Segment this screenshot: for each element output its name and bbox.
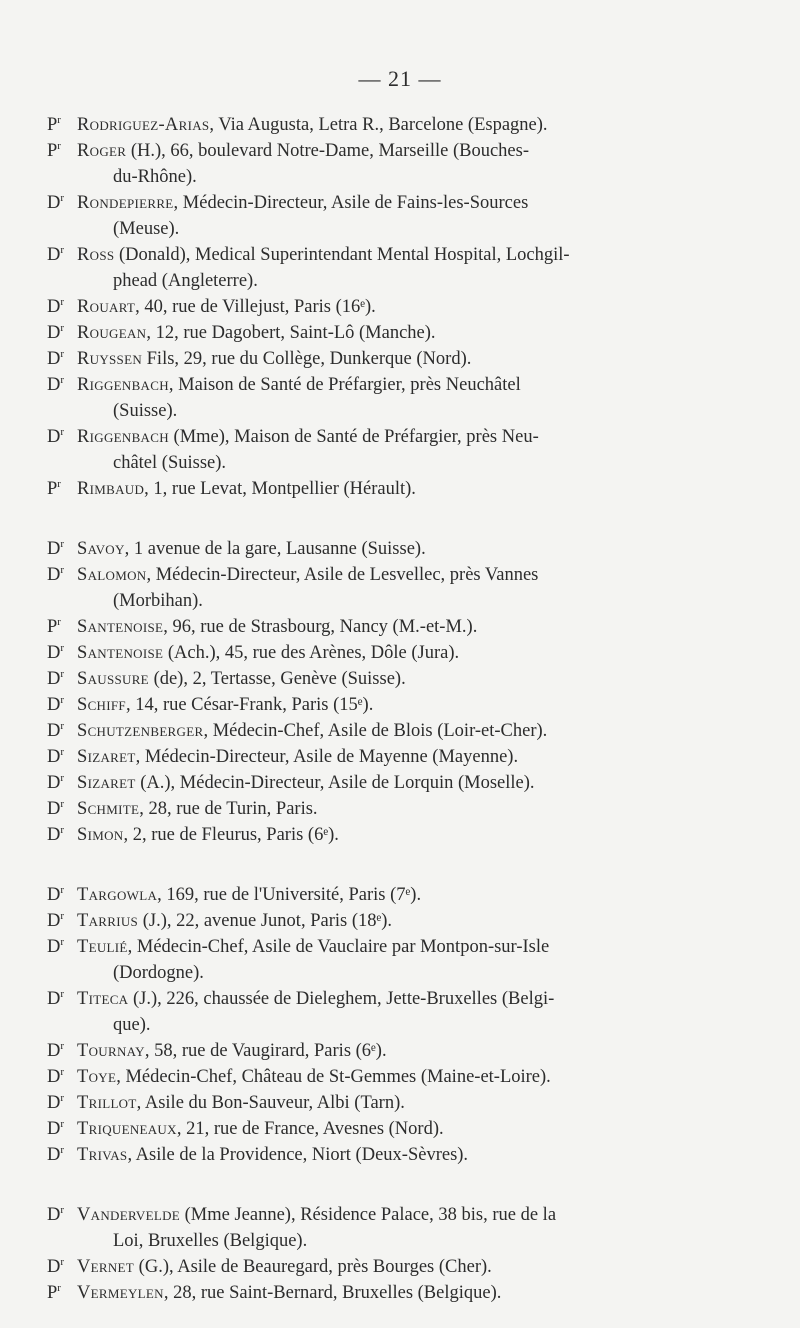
entry-group bbox=[0, 112, 800, 502]
list-item bbox=[47, 424, 683, 476]
list-item bbox=[47, 796, 683, 822]
member-address: (de), 2, Tertasse, Genève (Suisse). bbox=[148, 669, 406, 689]
entry-first-line bbox=[77, 882, 683, 908]
entry-first-line bbox=[77, 1038, 683, 1064]
member-address: , Asile de la Providence, Niort (Deux-Sèvres). bbox=[127, 1145, 469, 1165]
title-abbreviation: $D^r$ bbox=[47, 771, 65, 793]
entry-first-line bbox=[77, 346, 683, 372]
list-item bbox=[47, 190, 683, 242]
title-abbreviation: $D^r$ bbox=[47, 935, 65, 957]
member-list bbox=[0, 112, 800, 1306]
member-address: , 58, rue de Vaugirard, Paris (6ᵉ). bbox=[144, 1041, 387, 1061]
member-address: (Donald), Medical Superintendant Mental Hospital, Lochgil- bbox=[114, 245, 570, 265]
title-abbreviation: $D^r$ bbox=[47, 909, 65, 931]
entry-continuation-line: (Dordogne). bbox=[113, 963, 204, 983]
title-abbreviation: $D^r$ bbox=[47, 321, 65, 343]
entry-continuation-line: (Meuse). bbox=[113, 219, 180, 239]
list-item bbox=[47, 908, 683, 934]
entry-first-line bbox=[77, 934, 683, 960]
entry-first-line bbox=[77, 1202, 683, 1228]
entry-first-line bbox=[77, 138, 683, 164]
member-name: Trillot bbox=[77, 1093, 137, 1113]
entry-first-line bbox=[77, 476, 683, 502]
list-item bbox=[47, 562, 683, 614]
list-item bbox=[47, 1254, 683, 1280]
member-address: , Asile du Bon-Sauveur, Albi (Tarn). bbox=[136, 1093, 405, 1113]
member-name: Simon bbox=[77, 825, 124, 845]
member-name: Toye bbox=[77, 1067, 117, 1087]
list-item bbox=[47, 692, 683, 718]
title-abbreviation: $D^r$ bbox=[47, 745, 65, 767]
member-name: Schiff bbox=[77, 695, 126, 715]
entry-first-line bbox=[77, 1090, 683, 1116]
entry-continuation-line: (Morbihan). bbox=[113, 591, 203, 611]
entry-first-line bbox=[77, 424, 683, 450]
member-address: , Médecin-Directeur, Asile de Fains-les-Sources bbox=[173, 193, 529, 213]
entry-first-line bbox=[77, 822, 683, 848]
member-name: Ross bbox=[77, 245, 115, 265]
list-item bbox=[47, 1038, 683, 1064]
list-item bbox=[47, 476, 683, 502]
list-item bbox=[47, 536, 683, 562]
member-name: Triqueneaux bbox=[77, 1119, 177, 1139]
member-name: Rondepierre bbox=[77, 193, 174, 213]
title-abbreviation: $P^r$ bbox=[47, 477, 61, 499]
title-abbreviation: $D^r$ bbox=[47, 641, 65, 663]
list-item bbox=[47, 640, 683, 666]
entry-first-line bbox=[77, 770, 683, 796]
list-item bbox=[47, 614, 683, 640]
list-item bbox=[47, 320, 683, 346]
member-address: , Maison de Santé de Préfargier, près Neuchâtel bbox=[168, 375, 521, 395]
list-item bbox=[47, 934, 683, 986]
title-abbreviation: $D^r$ bbox=[47, 347, 65, 369]
title-abbreviation: $D^r$ bbox=[47, 1255, 65, 1277]
list-item bbox=[47, 770, 683, 796]
member-address: , 28, rue de Turin, Paris. bbox=[139, 799, 318, 819]
page-number: — 21 — bbox=[358, 66, 442, 91]
list-item bbox=[47, 1280, 683, 1306]
member-address: (H.), 66, boulevard Notre-Dame, Marseille (Bouches- bbox=[126, 141, 529, 161]
list-item bbox=[47, 138, 683, 190]
entry-first-line bbox=[77, 692, 683, 718]
list-item bbox=[47, 666, 683, 692]
member-address: , 169, rue de l'Université, Paris (7ᵉ). bbox=[157, 885, 422, 905]
member-address: , Médecin-Chef, Château de St-Gemmes (Maine-et-Loire). bbox=[116, 1067, 551, 1087]
entry-first-line bbox=[77, 1064, 683, 1090]
member-address: , Médecin-Chef, Asile de Blois (Loir-et-Cher). bbox=[203, 721, 548, 741]
entry-first-line bbox=[77, 320, 683, 346]
entry-first-line bbox=[77, 666, 683, 692]
member-address: , 40, rue de Villejust, Paris (16ᵉ). bbox=[135, 297, 376, 317]
title-abbreviation: $D^r$ bbox=[47, 883, 65, 905]
title-abbreviation: $D^r$ bbox=[47, 425, 65, 447]
member-name: Trivas bbox=[77, 1145, 128, 1165]
title-abbreviation: $D^r$ bbox=[47, 823, 65, 845]
member-name: Sizaret bbox=[77, 747, 136, 767]
entry-continuation-line: châtel (Suisse). bbox=[113, 453, 227, 473]
title-abbreviation: $D^r$ bbox=[47, 987, 65, 1009]
entry-first-line bbox=[77, 562, 683, 588]
member-name: Rouart bbox=[77, 297, 136, 317]
member-name: Riggenbach bbox=[77, 427, 169, 447]
list-item bbox=[47, 346, 683, 372]
title-abbreviation: $D^r$ bbox=[47, 1091, 65, 1113]
list-item bbox=[47, 1142, 683, 1168]
member-name: Targowla bbox=[77, 885, 158, 905]
entry-first-line bbox=[77, 1116, 683, 1142]
title-abbreviation: $D^r$ bbox=[47, 243, 65, 265]
title-abbreviation: $D^r$ bbox=[47, 1065, 65, 1087]
entry-first-line bbox=[77, 614, 683, 640]
title-abbreviation: $D^r$ bbox=[47, 667, 65, 689]
entry-first-line bbox=[77, 242, 683, 268]
member-address: (Mme), Maison de Santé de Préfargier, près Neu- bbox=[168, 427, 539, 447]
entry-continuation-line: phead (Angleterre). bbox=[113, 271, 258, 291]
member-name: Titeca bbox=[77, 989, 129, 1009]
member-address: , 12, rue Dagobert, Saint-Lô (Manche). bbox=[146, 323, 436, 343]
entry-first-line bbox=[77, 908, 683, 934]
member-name: Rougean bbox=[77, 323, 147, 343]
title-abbreviation: $P^r$ bbox=[47, 615, 61, 637]
title-abbreviation: $D^r$ bbox=[47, 373, 65, 395]
member-address: (J.), 22, avenue Junot, Paris (18ᵉ). bbox=[138, 911, 393, 931]
member-address: , 21, rue de France, Avesnes (Nord). bbox=[176, 1119, 444, 1139]
list-item bbox=[47, 1090, 683, 1116]
list-item bbox=[47, 1116, 683, 1142]
member-address: (G.), Asile de Beauregard, près Bourges (Cher). bbox=[134, 1257, 492, 1277]
list-item bbox=[47, 112, 683, 138]
entry-first-line bbox=[77, 294, 683, 320]
title-abbreviation: $D^r$ bbox=[47, 1039, 65, 1061]
entry-first-line bbox=[77, 1142, 683, 1168]
title-abbreviation: $D^r$ bbox=[47, 191, 65, 213]
entry-first-line bbox=[77, 1280, 683, 1306]
member-address: , 2, rue de Fleurus, Paris (6ᵉ). bbox=[123, 825, 339, 845]
title-abbreviation: $P^r$ bbox=[47, 1281, 61, 1303]
title-abbreviation: $D^r$ bbox=[47, 563, 65, 585]
entry-first-line bbox=[77, 796, 683, 822]
list-item bbox=[47, 1202, 683, 1254]
list-item bbox=[47, 822, 683, 848]
entry-group bbox=[0, 536, 800, 848]
list-item bbox=[47, 242, 683, 294]
member-name: Tarrius bbox=[77, 911, 139, 931]
list-item bbox=[47, 986, 683, 1038]
entry-continuation-line: du-Rhône). bbox=[113, 167, 197, 187]
member-name: Roger bbox=[77, 141, 127, 161]
list-item bbox=[47, 1064, 683, 1090]
member-name: Vermeylen bbox=[77, 1283, 164, 1303]
title-abbreviation: $D^r$ bbox=[47, 537, 65, 559]
member-name: Ruyssen bbox=[77, 349, 143, 369]
title-abbreviation: $D^r$ bbox=[47, 797, 65, 819]
member-address: (J.), 226, chaussée de Dieleghem, Jette-Bruxelles (Belgi- bbox=[128, 989, 555, 1009]
entry-first-line bbox=[77, 190, 683, 216]
member-name: Santenoise bbox=[77, 643, 164, 663]
title-abbreviation: $D^r$ bbox=[47, 1117, 65, 1139]
entry-continuation-line: Loi, Bruxelles (Belgique). bbox=[113, 1231, 308, 1251]
entry-first-line bbox=[77, 1254, 683, 1280]
list-item bbox=[47, 718, 683, 744]
member-name: Saussure bbox=[77, 669, 149, 689]
entry-continuation-line: (Suisse). bbox=[113, 401, 178, 421]
member-address: (Mme Jeanne), Résidence Palace, 38 bis, rue de la bbox=[180, 1205, 557, 1225]
entry-first-line bbox=[77, 536, 683, 562]
entry-first-line bbox=[77, 744, 683, 770]
member-address: , 14, rue César-Frank, Paris (15ᵉ). bbox=[125, 695, 374, 715]
member-address: , Médecin-Directeur, Asile de Lesvellec, près Vannes bbox=[146, 565, 539, 585]
member-address: Fils, 29, rue du Collège, Dunkerque (Nord). bbox=[142, 349, 472, 369]
entry-first-line bbox=[77, 640, 683, 666]
title-abbreviation: $D^r$ bbox=[47, 295, 65, 317]
member-address: , 1, rue Levat, Montpellier (Hérault). bbox=[144, 479, 416, 499]
member-name: Vandervelde bbox=[77, 1205, 180, 1225]
entry-first-line bbox=[77, 718, 683, 744]
member-name: Rimbaud bbox=[77, 479, 145, 499]
entry-first-line bbox=[77, 986, 683, 1012]
title-abbreviation: $D^r$ bbox=[47, 693, 65, 715]
member-name: Schutzenberger bbox=[77, 721, 204, 741]
title-abbreviation: $D^r$ bbox=[47, 1143, 65, 1165]
member-name: Schmite bbox=[77, 799, 140, 819]
list-item bbox=[47, 882, 683, 908]
title-abbreviation: $D^r$ bbox=[47, 1203, 65, 1225]
title-abbreviation: $P^r$ bbox=[47, 139, 61, 161]
entry-continuation-line: que). bbox=[113, 1015, 151, 1035]
member-name: Riggenbach bbox=[77, 375, 169, 395]
member-name: Rodriguez-Arias bbox=[77, 115, 210, 135]
member-name: Tournay bbox=[77, 1041, 145, 1061]
member-address: , Médecin-Chef, Asile de Vauclaire par Montpon-sur-Isle bbox=[127, 937, 550, 957]
member-name: Sizaret bbox=[77, 773, 136, 793]
list-item bbox=[47, 372, 683, 424]
title-abbreviation: $P^r$ bbox=[47, 113, 61, 135]
title-abbreviation: $D^r$ bbox=[47, 719, 65, 741]
entry-group bbox=[0, 1202, 800, 1306]
list-item bbox=[47, 294, 683, 320]
entry-first-line bbox=[77, 372, 683, 398]
member-address: , Via Augusta, Letra R., Barcelone (Espagne). bbox=[209, 115, 548, 135]
member-address: (Ach.), 45, rue des Arènes, Dôle (Jura). bbox=[163, 643, 460, 663]
member-name: Santenoise bbox=[77, 617, 164, 637]
member-address: , 1 avenue de la gare, Lausanne (Suisse). bbox=[124, 539, 426, 559]
member-address: , Médecin-Directeur, Asile de Mayenne (Mayenne). bbox=[135, 747, 519, 767]
member-address: , 28, rue Saint-Bernard, Bruxelles (Belgique). bbox=[163, 1283, 502, 1303]
entry-group bbox=[0, 882, 800, 1168]
member-address: (A.), Médecin-Directeur, Asile de Lorquin (Moselle). bbox=[135, 773, 535, 793]
member-name: Vernet bbox=[77, 1257, 135, 1277]
entry-first-line bbox=[77, 112, 683, 138]
member-name: Teulié bbox=[77, 937, 128, 957]
member-name: Savoy bbox=[77, 539, 125, 559]
member-name: Salomon bbox=[77, 565, 147, 585]
list-item bbox=[47, 744, 683, 770]
member-address: , 96, rue de Strasbourg, Nancy (M.-et-M.). bbox=[163, 617, 478, 637]
